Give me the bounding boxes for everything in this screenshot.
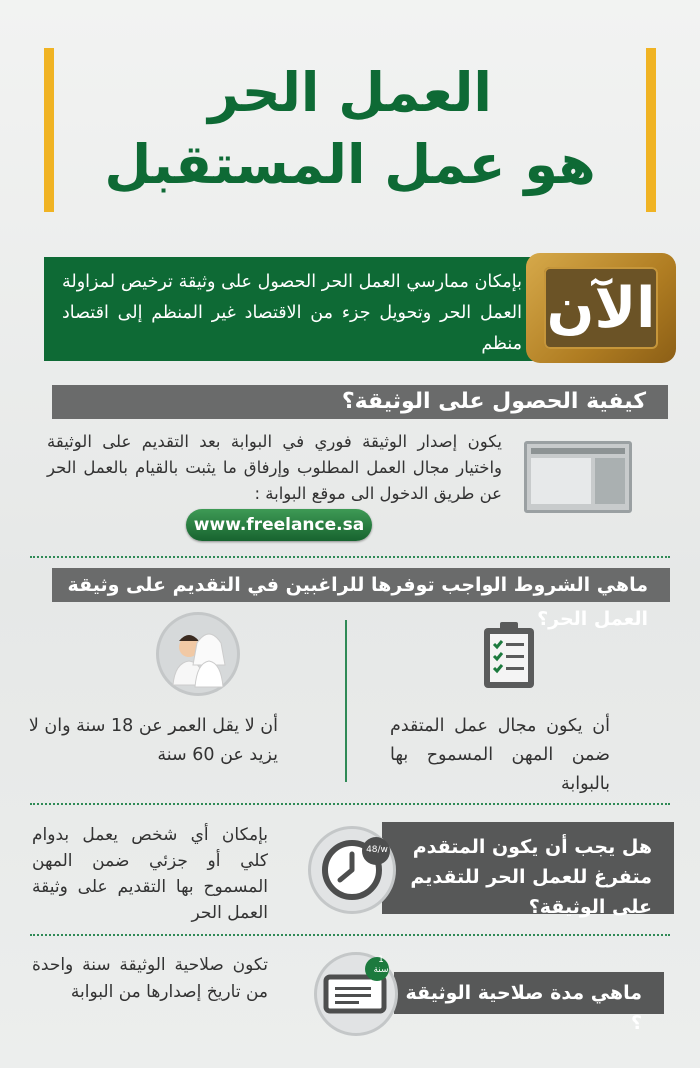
now-text: بإمكان ممارسي العمل الحر الحصول على وثيقة ترخيص لمزاولة العمل الحر وتحويل جزء من الاقتصاد غير المنظم إلى اقتصاد منظم: [62, 272, 522, 354]
validity-answer: تكون صلاحية الوثيقة سنة واحدة من تاريخ إصدارها من البوابة: [32, 955, 268, 1002]
now-word: الآن: [546, 276, 656, 341]
how-heading: كيفية الحصول على الوثيقة؟: [52, 385, 668, 419]
divider-2: [30, 803, 670, 805]
now-block: [44, 253, 676, 363]
title-right-accent: [646, 48, 656, 212]
fulltime-question: هل يجب أن يكون المتقدم متفرغ للعمل الحر للتقديم على الوثيقة؟: [382, 822, 674, 914]
validity-question: ماهي مدة صلاحية الوثيقة ؟: [394, 972, 664, 1014]
validity-badge-word: سنة: [373, 965, 389, 975]
checklist-icon: [482, 620, 536, 690]
title-left-accent: [44, 48, 54, 212]
how-text: يكون إصدار الوثيقة فوري في البوابة بعد التقديم على الوثيقة واختيار مجال العمل المطلوب وإرفاق ما يثبت بالقيام بالعمل الحر عن طريق الدخول الى موقع البوابة :: [47, 432, 502, 503]
validity-badge-number: 1: [378, 955, 384, 965]
fulltime-answer: بإمكان أي شخص يعمل بدوام كلي أو جزئي ضمن المهن المسموح بها التقديم على وثيقة العمل الحر: [32, 825, 268, 923]
divider-1: [30, 556, 670, 558]
conditions-separator: [345, 620, 347, 782]
divider-3: [30, 934, 670, 936]
screen-icon: [524, 441, 632, 513]
clock-badge: 48/w: [366, 845, 388, 855]
now-text-panel: [44, 257, 544, 361]
certificate-icon: [314, 952, 398, 1036]
validity-badge: [369, 955, 393, 975]
condition-profession: أن يكون مجال عمل المتقدم ضمن المهن المسموح بها بالبوابة: [390, 716, 610, 794]
clock-icon: [308, 826, 396, 914]
title-line-1: العمل الحر: [208, 61, 492, 124]
title-line-2: هو عمل المستقبل: [104, 133, 596, 196]
now-badge: [526, 253, 676, 363]
now-badge-inner: [544, 267, 658, 349]
conditions-heading: ماهي الشروط الواجب توفرها للراغبين في التقديم على وثيقة العمل الحر؟: [52, 568, 670, 602]
people-icon: [156, 612, 240, 696]
freelance-link[interactable]: www.freelance.sa: [186, 509, 372, 541]
condition-age: أن لا يقل العمر عن 18 سنة وان لا يزيد عن 60 سنة: [28, 716, 278, 765]
